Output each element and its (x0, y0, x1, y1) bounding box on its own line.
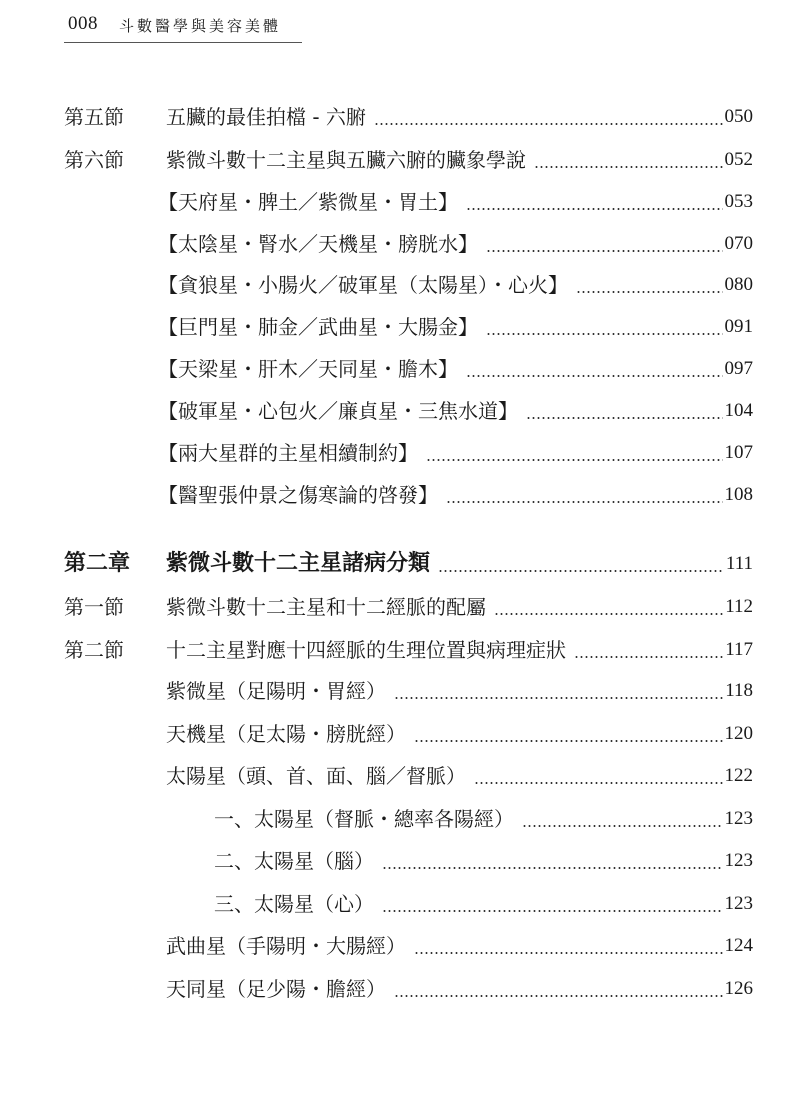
dot-leader (414, 928, 723, 964)
dot-leader (394, 971, 723, 1007)
toc-entry (0, 801, 753, 837)
toc-page-number: 107 (724, 442, 753, 463)
dot-leader (374, 99, 723, 135)
toc-page-number: 080 (724, 274, 753, 295)
toc-page-number: 117 (725, 639, 753, 660)
toc-entry (0, 184, 753, 220)
toc-page-number: 097 (724, 358, 753, 379)
toc-entry-title: 紫微斗數十二主星和十二經脈的配屬 (166, 595, 486, 619)
dot-leader (576, 267, 723, 303)
toc-entry-title: 紫微星（足陽明・胃經） (166, 679, 386, 703)
toc-entry (0, 928, 753, 964)
toc-page-number: 111 (725, 553, 753, 574)
toc-entry (0, 142, 753, 178)
dot-leader (486, 226, 723, 262)
dot-leader (382, 843, 723, 879)
toc-entry-title: 五臟的最佳拍檔 - 六腑 (166, 105, 366, 129)
toc-entry-title: 一、太陽星（督脈・總率各陽經） (214, 807, 514, 831)
toc-page-number: 112 (725, 596, 753, 617)
toc-entry-title: 二、太陽星（腦） (214, 849, 374, 873)
dot-leader (574, 632, 723, 668)
toc-page-number: 123 (724, 893, 753, 914)
toc-page-number: 070 (724, 233, 753, 254)
toc-entry-title: 天同星（足少陽・膽經） (166, 977, 386, 1001)
dot-leader (466, 351, 723, 387)
toc-entry (0, 758, 753, 794)
toc-page-number: 123 (724, 808, 753, 829)
running-header (64, 8, 302, 43)
toc-entry (0, 673, 753, 709)
toc-section-label: 第二節 (64, 638, 124, 662)
header-page-number: 008 (68, 13, 98, 34)
toc-page-number: 120 (724, 723, 753, 744)
toc-page-number: 122 (724, 765, 753, 786)
toc-entry (0, 99, 753, 135)
toc-entry (0, 393, 753, 429)
toc-entry-title: 【天梁星・肝木／天同星・膽木】 (158, 357, 458, 381)
toc-entry (0, 716, 753, 752)
toc-entry-title: 【兩大星群的主星相續制約】 (158, 441, 418, 465)
toc-page-number: 124 (724, 935, 753, 956)
dot-leader (426, 435, 723, 471)
toc-entry-title: 【巨門星・肺金／武曲星・大腸金】 (158, 315, 478, 339)
toc-entry (0, 843, 753, 879)
toc-entry (0, 477, 753, 513)
toc-entry (0, 309, 753, 345)
dot-leader (414, 716, 723, 752)
toc-entry-title: 十二主星對應十四經脈的生理位置與病理症狀 (166, 638, 566, 662)
toc-page-number: 104 (724, 400, 753, 421)
dot-leader (494, 589, 723, 625)
toc-entry (0, 267, 753, 303)
toc-entry-title: 太陽星（頭、首、面、腦／督脈） (166, 764, 466, 788)
toc-entry-title: 【太陰星・腎水／天機星・膀胱水】 (158, 232, 478, 256)
toc-section-label: 第六節 (64, 148, 124, 172)
dot-leader (486, 309, 723, 345)
toc-entry-title: 武曲星（手陽明・大腸經） (166, 934, 406, 958)
toc-chapter-entry (0, 546, 753, 582)
toc-page-number: 123 (724, 850, 753, 871)
toc-entry-title: 【天府星・脾土／紫微星・胃土】 (158, 190, 458, 214)
toc-section-label: 第一節 (64, 595, 124, 619)
toc-page-number: 050 (724, 106, 753, 127)
toc-entry-title: 【貪狼星・小腸火／破軍星（太陽星）・心火】 (158, 273, 568, 297)
toc-entry (0, 589, 753, 625)
dot-leader (446, 477, 723, 513)
toc-entry (0, 226, 753, 262)
dot-leader (522, 801, 723, 837)
toc-page-number: 053 (724, 191, 753, 212)
toc-entry-title: 三、太陽星（心） (214, 892, 374, 916)
toc-entry-title: 紫微斗數十二主星與五臟六腑的臟象學說 (166, 148, 526, 172)
toc-page-number: 052 (724, 149, 753, 170)
toc-entry (0, 632, 753, 668)
dot-leader (438, 546, 724, 582)
toc-page-number: 126 (724, 978, 753, 999)
toc-page-number: 091 (724, 316, 753, 337)
toc-entry (0, 971, 753, 1007)
dot-leader (394, 673, 723, 709)
toc-entry-title: 【醫聖張仲景之傷寒論的啓發】 (158, 483, 438, 507)
toc-entry (0, 435, 753, 471)
dot-leader (526, 393, 723, 429)
dot-leader (474, 758, 723, 794)
toc-entry-title: 天機星（足太陽・膀胱經） (166, 722, 406, 746)
dot-leader (382, 886, 723, 922)
toc-section-label: 第五節 (64, 105, 124, 129)
toc-entry (0, 886, 753, 922)
dot-leader (534, 142, 723, 178)
toc-entry-title: 【破軍星・心包火／廉貞星・三焦水道】 (158, 399, 518, 423)
toc-page-number: 108 (724, 484, 753, 505)
header-book-title: 斗數醫學與美容美體 (119, 17, 282, 35)
dot-leader (466, 184, 723, 220)
toc-entry (0, 351, 753, 387)
toc-chapter-label: 第二章 (64, 551, 131, 576)
toc-chapter-title: 紫微斗數十二主星諸病分類 (166, 551, 431, 576)
toc-page-number: 118 (725, 680, 753, 701)
